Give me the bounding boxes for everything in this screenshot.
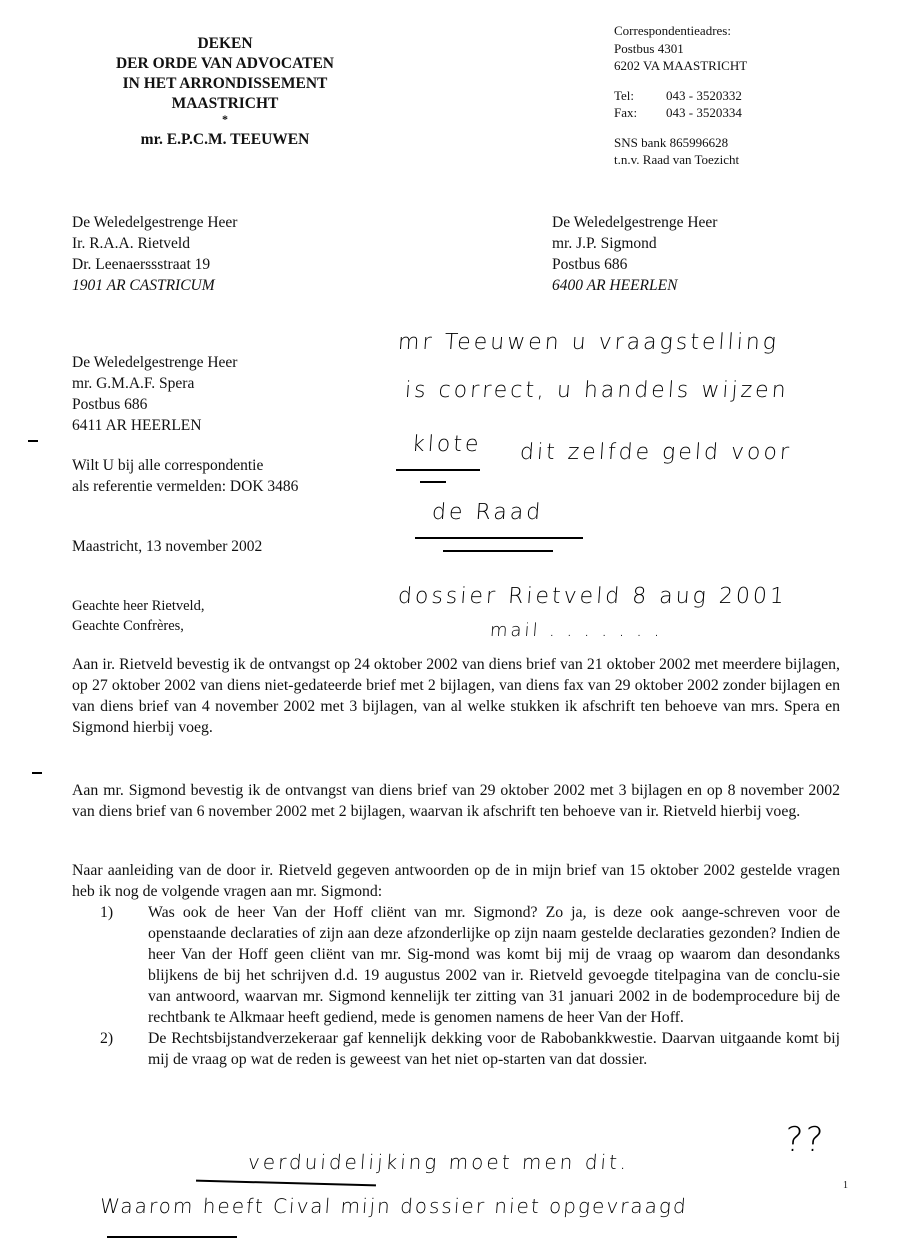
recipient-salutation: De Weledelgestrenge Heer [72, 214, 238, 231]
fax-value: 043 - 3520334 [666, 105, 742, 120]
letterhead [80, 34, 370, 150]
handwritten-note: dossier Rietveld 8 aug 2001 [397, 584, 788, 609]
handwritten-note: is correct, u handels wijzen [404, 378, 790, 403]
letterhead-title: IN HET ARRONDISSEMENT [122, 75, 328, 92]
corr-postbus: Postbus 4301 [614, 40, 684, 56]
recipient-street: Dr. Leenaerssstraat 19 [72, 256, 211, 273]
recipient-salutation: De Weledelgestrenge Heer [552, 214, 718, 231]
recipient-city: 6411 AR HEERLEN [72, 417, 202, 434]
letterhead-star: * [222, 112, 228, 126]
question-number: 1) [100, 904, 114, 921]
handwritten-question-marks: ?? [783, 1120, 827, 1160]
question-list [72, 902, 840, 1070]
handwritten-note: klote [411, 432, 483, 457]
tel-label: Tel: [614, 87, 635, 103]
recipient-address [552, 212, 717, 296]
recipient-name: mr. G.M.A.F. Spera [72, 375, 195, 392]
recipient-street: Postbus 686 [72, 396, 148, 413]
greeting-line: Geachte heer Rietveld, [72, 598, 205, 614]
question-item [72, 1028, 840, 1070]
handwritten-note: mail . . . . . . . [489, 620, 664, 641]
recipient-address [72, 212, 237, 296]
page-number: 1 [843, 1180, 848, 1191]
letter-date: Maastricht, 13 november 2002 [72, 538, 263, 555]
letterhead-title: MAASTRICHT [171, 95, 279, 112]
corr-city: 6202 VA MAASTRICHT [614, 58, 748, 73]
underline [196, 1180, 376, 1187]
greeting [72, 596, 204, 636]
paragraph: Naar aanleiding van de door ir. Rietveld gegeven antwoorden op de in mijn brief van 15 oktober 2002 gestelde vragen heb ik nog de volgende vragen aan mr. Sigmond: [72, 862, 840, 900]
handwritten-note: dit zelfde geld voor [519, 440, 793, 465]
handwritten-note: Waarom heeft Cival mijn dossier niet opgevraagd [99, 1194, 689, 1218]
handwritten-note: verduidelijking moet men dit. [247, 1150, 631, 1174]
scan-mark [32, 772, 42, 774]
underline [420, 481, 446, 483]
scan-mark [28, 440, 38, 442]
reference [72, 455, 298, 497]
recipient-name: Ir. R.A.A. Rietveld [72, 235, 190, 252]
corr-tel [614, 87, 747, 105]
question-text: De Rechtsbijstandverzekeraar gaf kennelijk dekking voor de Rabobankkwestie. Daarvan uitgaande komt bij mij de vraag op wat de reden is geweest van het niet op-starten van dat dossier. [148, 1030, 840, 1068]
reference-line: Wilt U bij alle correspondentie [72, 457, 264, 474]
greeting-line: Geachte Confrères, [72, 618, 184, 634]
letterhead-title: DER ORDE VAN ADVOCATEN [115, 55, 334, 72]
underline [443, 550, 553, 552]
recipient-address [72, 352, 237, 436]
corr-label: Correspondentieadres: [614, 23, 731, 38]
question-item [72, 902, 840, 1028]
recipient-city: 1901 AR CASTRICUM [72, 277, 215, 294]
underline [415, 537, 583, 539]
letterhead-title: DEKEN [197, 35, 253, 52]
question-text: Was ook de heer Van der Hoff cliënt van mr. Sigmond? Zo ja, is deze ook aange-schreven voor de openstaande declaraties of zijn aan deze afzonderlijke op zijn naam gestelde declaraties gezonden? Indien de heer Van der Hoff geen cliënt van mr. Sig-mond was komt bij mij de vraag op waarom dan desondanks blijkens de bij het schrijven d.d. 19 augustus 2002 van ir. Rietveld gevoegde titelpagina van de conclu-sie van antwoord, waarvan mr. Sigmond kennelijk ter zitting van 31 januari 2002 in de bodemprocedure bij de rechtbank te Alkmaar heeft gediend, mede is genomen namens de heer Van der Hoff. [148, 904, 840, 1026]
underline [396, 469, 480, 471]
paragraph: Aan mr. Sigmond bevestig ik de ontvangst van diens brief van 29 oktober 2002 met 3 bijlagen en op 8 november 2002 van diens brief van 6 november 2002 met 2 bijlagen, waarvan ik afschrift ten behoeve van ir. Rietveld hierbij voeg. [72, 782, 840, 820]
tel-value: 043 - 3520332 [666, 87, 742, 103]
question-number: 2) [100, 1030, 114, 1047]
recipient-salutation: De Weledelgestrenge Heer [72, 354, 238, 371]
correspondence-address [614, 22, 747, 169]
paragraph: Aan ir. Rietveld bevestig ik de ontvangst op 24 oktober 2002 van diens brief van 21 oktober 2002 met meerdere bijlagen, op 27 oktober 2002 van diens niet-gedateerde brief met 2 bijlagen, van diens fax van 29 oktober 2002 zonder bijlagen en van diens brief van 4 november 2002 met 3 bijlagen, van al welke stukken ik afschrift ten behoeve van mrs. Spera en Sigmond hierbij voeg. [72, 656, 840, 736]
corr-bank-tnv: t.n.v. Raad van Toezicht [614, 152, 740, 167]
handwritten-note: mr Teeuwen u vraagstelling [397, 330, 780, 355]
reference-line: als referentie vermelden: DOK 3486 [72, 478, 299, 495]
recipient-name: mr. J.P. Sigmond [552, 235, 657, 252]
fax-label: Fax: [614, 105, 638, 120]
recipient-city: 6400 AR HEERLEN [552, 277, 678, 294]
handwritten-note: de Raad [431, 500, 545, 525]
recipient-street: Postbus 686 [552, 256, 628, 273]
corr-fax [614, 104, 747, 122]
letterhead-name: mr. E.P.C.M. TEEUWEN [140, 131, 310, 148]
corr-bank: SNS bank 865996628 [614, 134, 729, 150]
